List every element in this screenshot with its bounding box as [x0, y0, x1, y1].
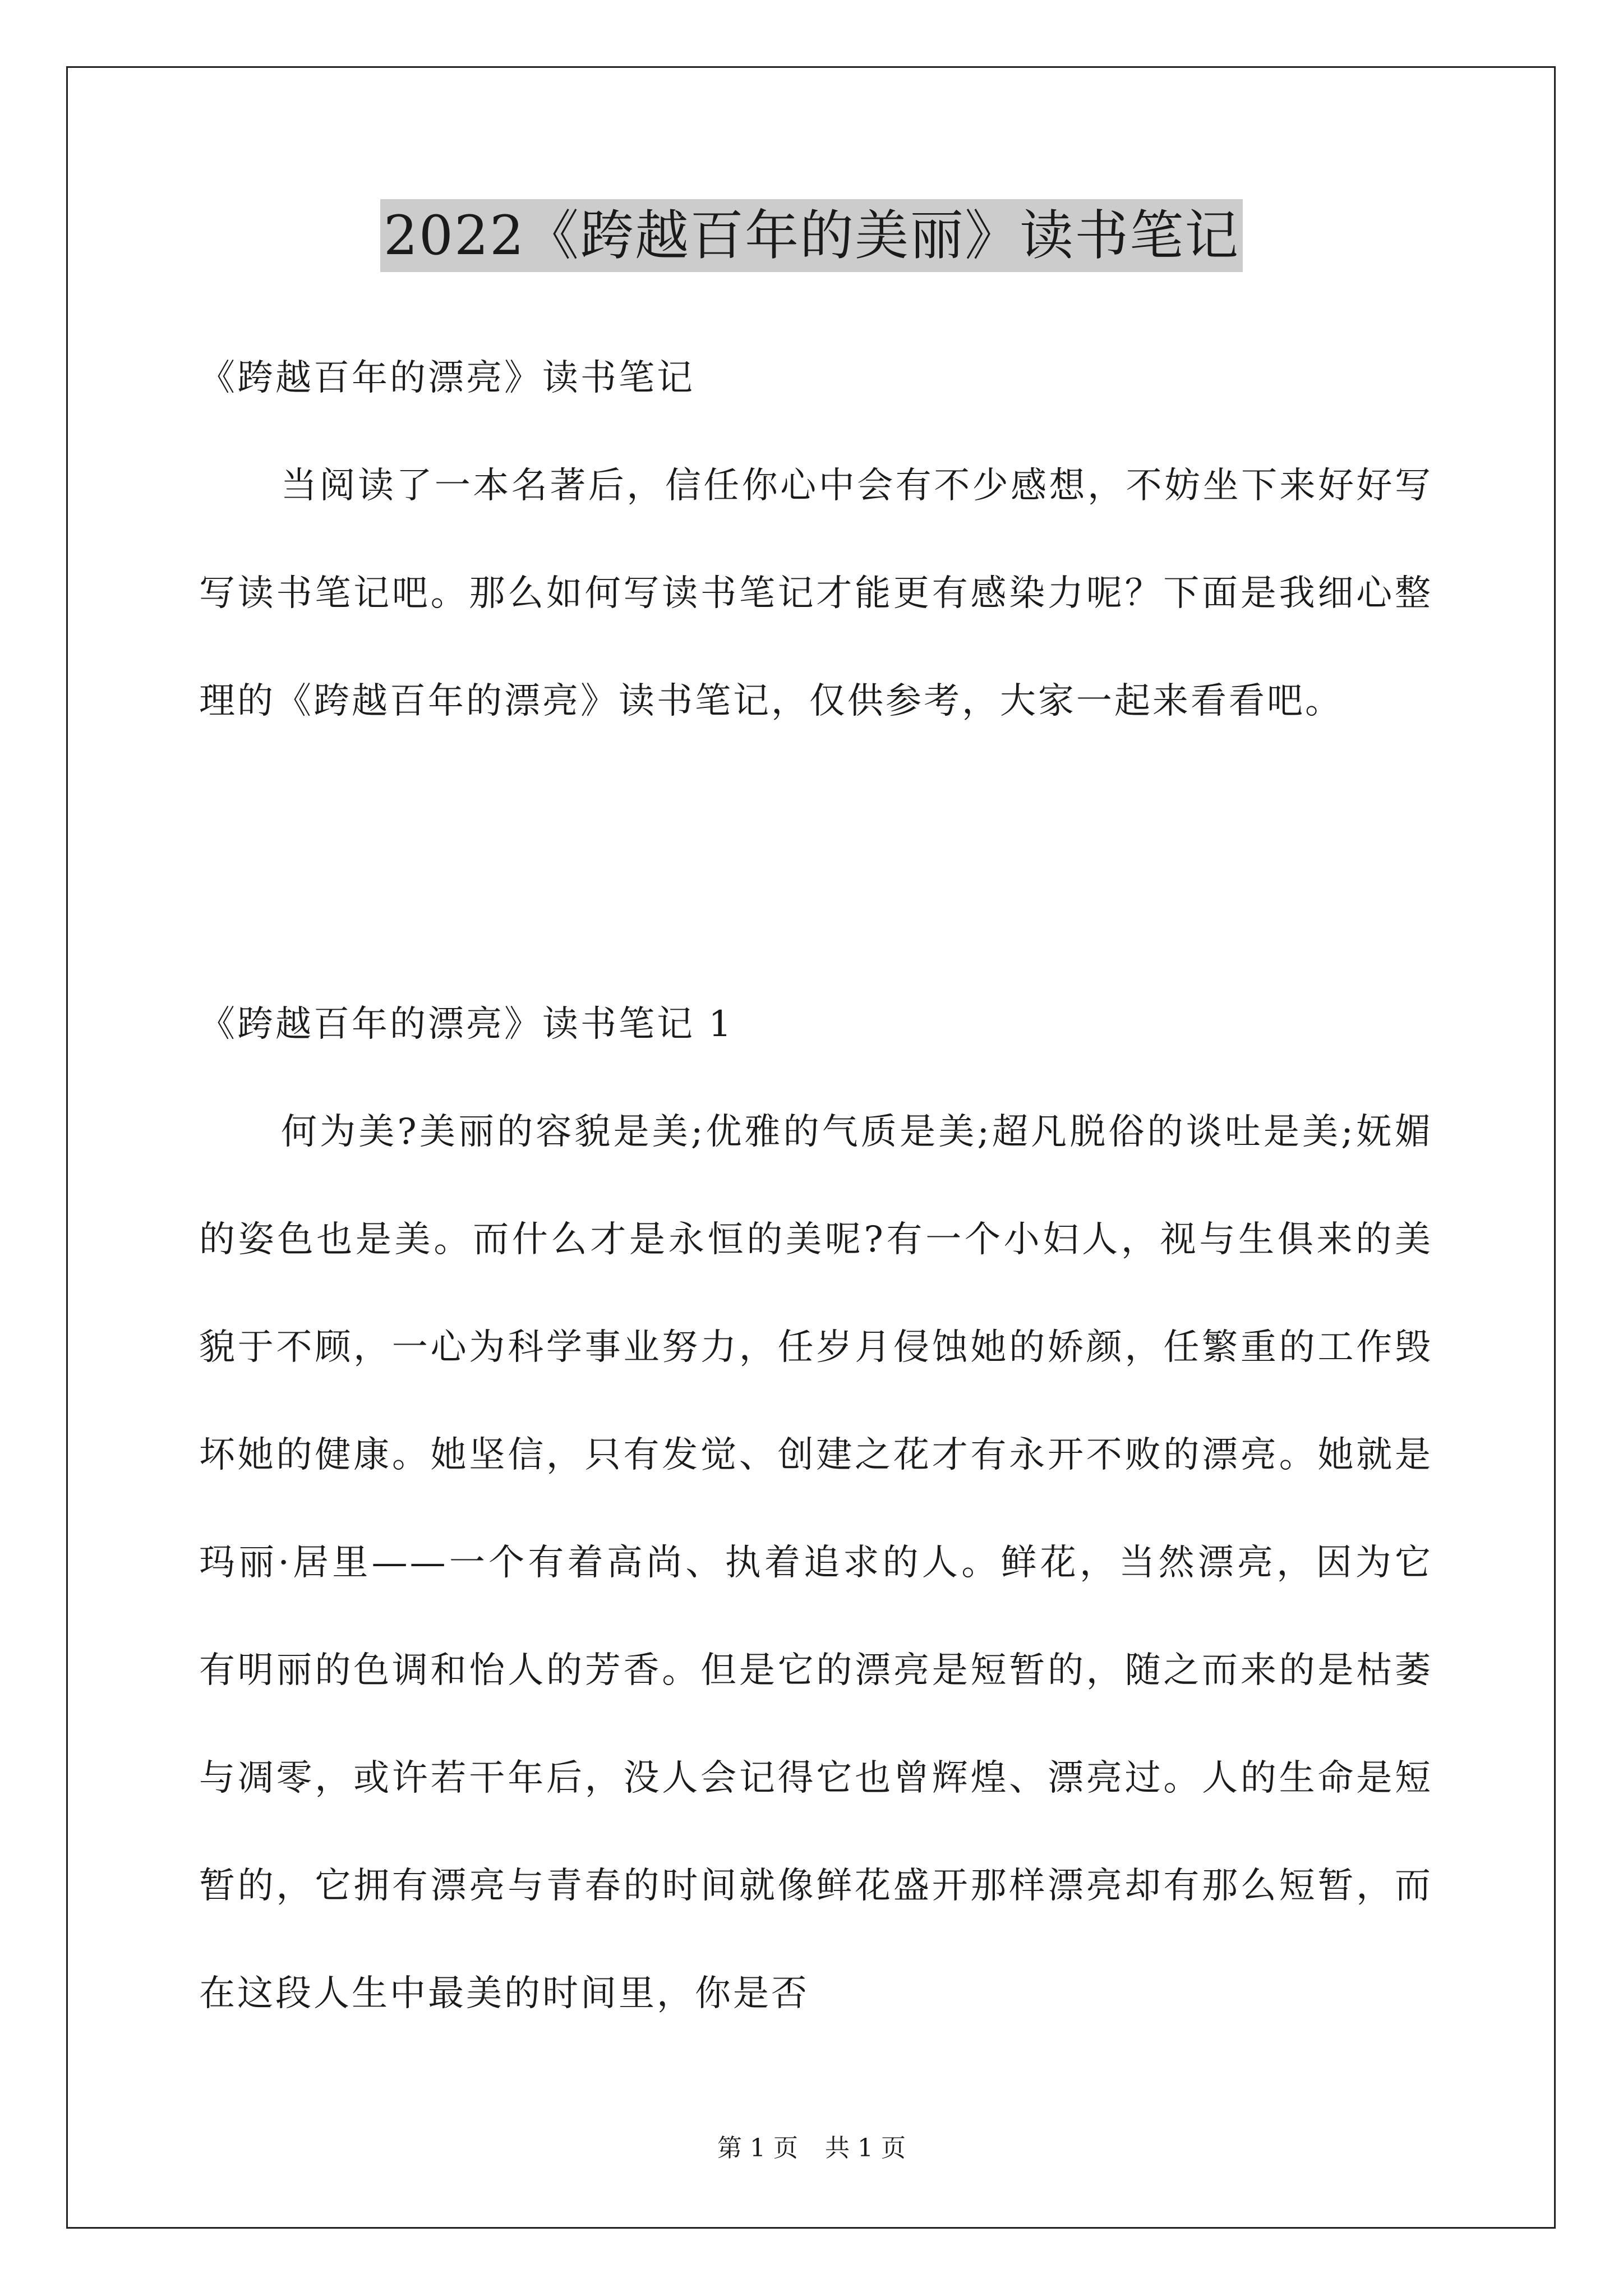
document-title: 2022《跨越百年的美丽》读书笔记 — [380, 199, 1243, 272]
page-footer — [0, 2132, 1623, 2165]
intro-paragraph: 当阅读了一本名著后，信任你心中会有不少感想，不妨坐下来好好写写读书笔记吧。那么如何写读书笔记才能更有感染力呢？下面是我细心整理的《跨越百年的漂亮》读书笔记，仅供参考，大家一起来看看吧。 — [199, 465, 1433, 722]
title-container — [0, 199, 1623, 272]
document-subtitle: 《跨越百年的漂亮》读书笔记 — [199, 357, 695, 399]
page-total: 共 1 页 — [825, 2134, 906, 2162]
section-heading: 《跨越百年的漂亮》读书笔记 1 — [199, 1004, 734, 1045]
section-paragraph: 何为美?美丽的容貌是美;优雅的气质是美;超凡脱俗的谈吐是美;妩媚的姿色也是美。而什么才是永恒的美呢?有一个小妇人，视与生俱来的美貌于不顾，一心为科学事业努力，任岁月侵蚀她的娇颜，任繁重的工作毁坏她的健康。她坚信，只有发觉、创建之花才有永开不败的漂亮。她就是玛丽·居里——一个有着高尚、执着追求的人。鲜花，当然漂亮，因为它有明丽的色调和怡人的芳香。但是它的漂亮是短暂的，随之而来的是枯萎与凋零，或许若干年后，没人会记得它也曾辉煌、漂亮过。人的生命是短暂的，它拥有漂亮与青春的时间就像鲜花盛开那样漂亮却有那么短暂，而在这段人生中最美的时间里，你是否 — [199, 1111, 1433, 2014]
page-number: 第 1 页 — [717, 2134, 798, 2162]
